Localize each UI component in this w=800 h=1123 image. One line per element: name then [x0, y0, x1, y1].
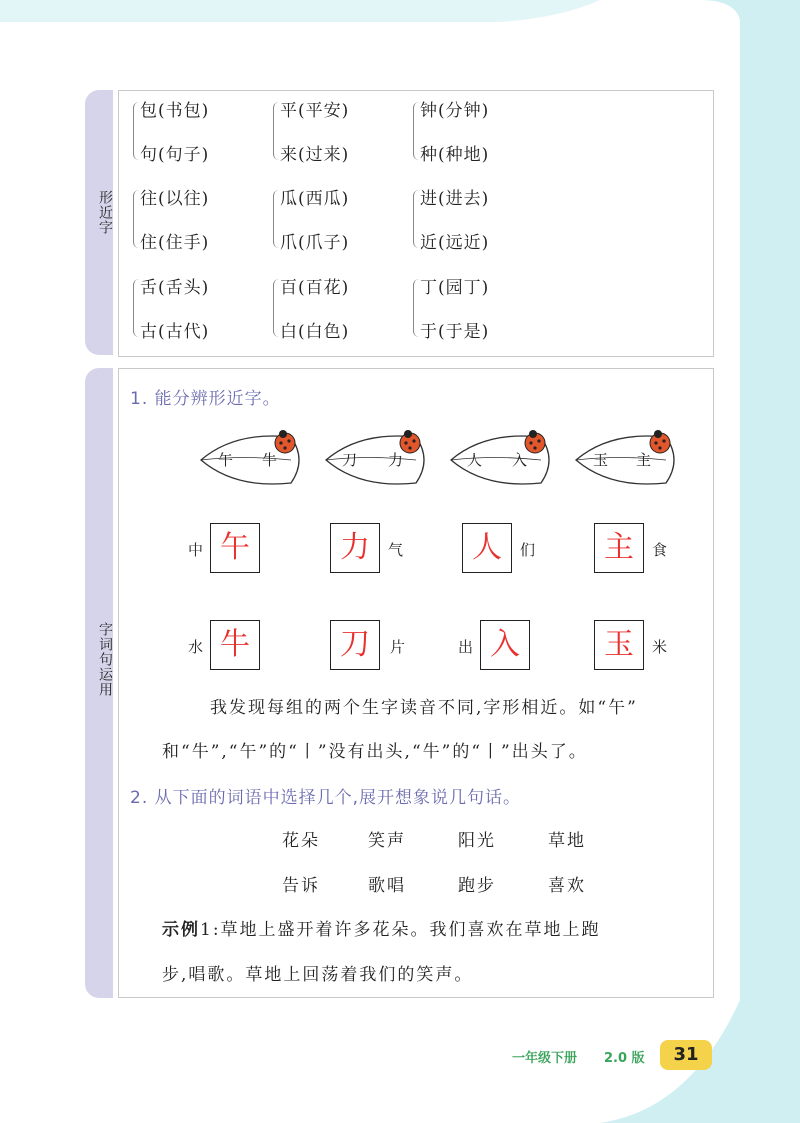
- leaf-char: 入: [512, 451, 528, 469]
- answer-box: [594, 523, 644, 573]
- example-line-1: [162, 915, 601, 940]
- answer-box: [462, 523, 512, 573]
- pair-word: 爪(爪子): [280, 233, 350, 253]
- pair-word: 白(白色): [280, 322, 350, 342]
- pair-word: 近(远近): [420, 233, 490, 253]
- context-char: 中: [188, 541, 204, 559]
- leaf-icon: [195, 425, 315, 495]
- answer-char: 入: [490, 627, 520, 662]
- leaf-char: 力: [388, 451, 404, 469]
- leaf-char: 人: [467, 451, 483, 469]
- char-pair: [280, 277, 349, 365]
- leaf-icon: [570, 425, 690, 495]
- answer-box: [480, 620, 530, 670]
- answer-char: 刀: [340, 627, 370, 662]
- question-1-title: 1. 能分辨形近字。: [130, 389, 281, 409]
- pair-word: 古(古代): [140, 322, 210, 342]
- pair-word: 钟(分钟): [420, 101, 490, 121]
- question-2-title: 2. 从下面的词语中选择几个,展开想象说几句话。: [130, 788, 522, 808]
- pair-word: 进(进去): [420, 189, 490, 209]
- answer-box: [330, 523, 380, 573]
- char-pair: [420, 277, 489, 365]
- edition-label: 2.0 版: [604, 1051, 645, 1066]
- leaf-icon: [445, 425, 565, 495]
- usage-tab-label: 字词句运用: [97, 622, 113, 697]
- book-title: 一年级下册: [512, 1051, 578, 1066]
- char-pair: [420, 100, 489, 188]
- example-number: 1:: [200, 920, 221, 940]
- leaf-char: 主: [636, 451, 652, 469]
- answer-box: [594, 620, 644, 670]
- char-pair: [420, 188, 489, 276]
- example-line-2: 步,唱歌。草地上回荡着我们的笑声。: [162, 965, 474, 985]
- pair-word: 往(以往): [140, 189, 210, 209]
- observation-line-1: 我发现每组的两个生字读音不同,字形相近。如“午”: [210, 698, 638, 718]
- context-char: 食: [652, 541, 668, 559]
- answer-char: 牛: [220, 627, 250, 662]
- pair-word: 住(住手): [140, 233, 210, 253]
- answer-box: [210, 620, 260, 670]
- pair-word: 舌(舌头): [140, 278, 210, 298]
- answer-box: [330, 620, 380, 670]
- pair-word: 包(书包): [140, 101, 210, 121]
- leaf-char: 刀: [342, 451, 358, 469]
- word-choice: 阳光: [458, 831, 496, 851]
- answer-char: 午: [220, 530, 250, 565]
- answer-box: [210, 523, 260, 573]
- pair-word: 瓜(西瓜): [280, 189, 350, 209]
- context-char: 们: [520, 541, 536, 559]
- char-pair: [280, 100, 349, 188]
- pair-word: 丁(园丁): [420, 278, 490, 298]
- page-number-badge: 31: [660, 1040, 712, 1070]
- pair-word: 于(于是): [420, 322, 490, 342]
- example-label: 示例: [162, 920, 200, 940]
- char-pair: [140, 100, 209, 188]
- context-char: 出: [458, 638, 474, 656]
- pair-word: 种(种地): [420, 145, 490, 165]
- leaf-char: 午: [218, 451, 234, 469]
- context-char: 片: [390, 638, 406, 656]
- answer-char: 主: [604, 530, 634, 565]
- answer-char: 力: [340, 530, 370, 565]
- pair-word: 句(句子): [140, 145, 210, 165]
- similar-chars-tab-label: 形近字: [97, 190, 113, 235]
- word-choice: 笑声: [368, 831, 406, 851]
- pair-word: 来(过来): [280, 145, 350, 165]
- word-choice: 喜欢: [548, 876, 586, 896]
- context-char: 米: [652, 638, 668, 656]
- char-pair: [140, 277, 209, 365]
- word-choice: 花朵: [282, 831, 320, 851]
- word-choice: 草地: [548, 831, 586, 851]
- context-char: 气: [388, 541, 404, 559]
- word-choice: 跑步: [458, 876, 496, 896]
- char-pair: [140, 188, 209, 276]
- word-choice: 歌唱: [368, 876, 406, 896]
- answer-char: 人: [472, 530, 502, 565]
- context-char: 水: [188, 638, 204, 656]
- leaf-icon: [320, 425, 440, 495]
- observation-line-2: 和“牛”,“午”的“丨”没有出头,“牛”的“丨”出头了。: [162, 742, 588, 762]
- leaf-char: 玉: [593, 451, 609, 469]
- word-choice: 告诉: [282, 876, 320, 896]
- pair-word: 百(百花): [280, 278, 350, 298]
- pair-word: 平(平安): [280, 101, 350, 121]
- answer-char: 玉: [604, 627, 634, 662]
- example-text: 草地上盛开着许多花朵。我们喜欢在草地上跑: [220, 920, 601, 940]
- leaf-char: 牛: [262, 451, 278, 469]
- char-pair: [280, 188, 349, 276]
